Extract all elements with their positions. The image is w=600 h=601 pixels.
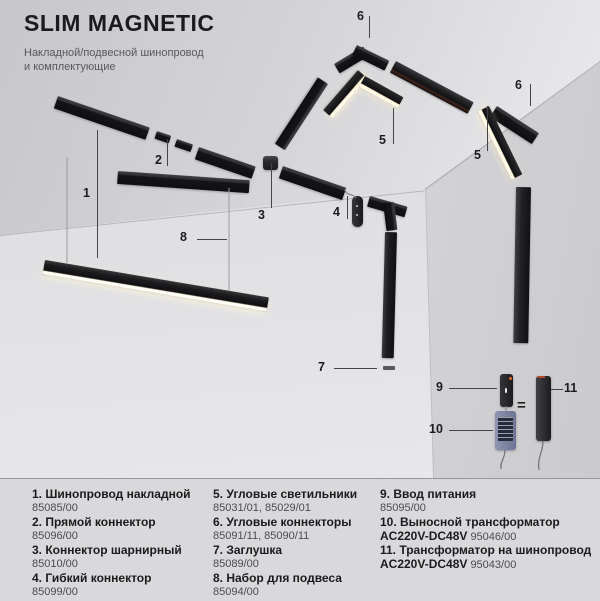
equals-sign: = <box>517 397 526 414</box>
callout-line-9 <box>449 388 497 389</box>
legend-item-code: 85096/00 <box>32 530 78 542</box>
callout-line-11 <box>551 389 563 390</box>
legend-item-name: 10. Выносной трансформатор <box>380 515 560 529</box>
legend-item-name: 2. Прямой коннектор <box>32 515 156 529</box>
legend-item-voltage: AC220V-DC48V <box>380 557 468 571</box>
callout-line-6b <box>530 84 531 106</box>
legend-column-1 <box>32 488 191 600</box>
legend-item-name: 11. Трансформатор на шинопровод <box>380 543 592 557</box>
legend-item-code-value: 95046/00 <box>470 531 517 543</box>
callout-line-1 <box>97 130 98 258</box>
legend-item-code: 85099/00 <box>32 586 78 598</box>
legend-item-9 <box>380 488 591 516</box>
legend <box>0 478 600 601</box>
callout-line-8 <box>197 239 227 240</box>
legend-item-code-value: 95043/00 <box>470 559 517 571</box>
legend-item-name: 5. Угловые светильники <box>213 487 358 501</box>
callout-line-4 <box>347 196 348 219</box>
legend-item-code: 85031/01, 85029/01 <box>213 502 311 514</box>
legend-item-name: 3. Коннектор шарнирный <box>32 543 182 557</box>
page-subtitle <box>24 46 215 74</box>
legend-item-name: 9. Ввод питания <box>380 487 477 501</box>
legend-item-8 <box>213 572 357 600</box>
legend-item-5 <box>213 488 357 516</box>
callout-6a: 6 <box>357 9 364 23</box>
legend-item-7 <box>213 544 357 572</box>
legend-item-code <box>380 558 591 572</box>
callout-line-3 <box>271 163 272 208</box>
subtitle-line-2: и комплектующие <box>24 61 116 73</box>
callout-7: 7 <box>318 360 325 374</box>
callout-line-5a <box>393 108 394 144</box>
callout-3: 3 <box>258 208 265 222</box>
legend-item-code: 85089/00 <box>213 558 259 570</box>
callout-line-10 <box>449 430 493 431</box>
legend-item-1 <box>32 488 191 516</box>
callout-5a: 5 <box>379 133 386 147</box>
legend-column-2 <box>213 488 357 600</box>
callout-line-5b <box>487 106 488 151</box>
callout-8: 8 <box>180 230 187 244</box>
legend-item-name: 4. Гибкий коннектор <box>32 571 152 585</box>
legend-item-code: 85095/00 <box>380 502 426 514</box>
legend-item-voltage: AC220V-DC48V <box>380 529 468 543</box>
legend-item-name: 7. Заглушка <box>213 543 283 557</box>
callout-line-2 <box>167 139 168 166</box>
callout-5b: 5 <box>474 148 481 162</box>
callout-1: 1 <box>83 186 90 200</box>
legend-item-code: 85094/00 <box>213 586 259 598</box>
callout-line-6a <box>369 16 370 38</box>
legend-item-3 <box>32 544 191 572</box>
legend-item-code: 85091/11, 85090/11 <box>213 530 310 542</box>
legend-item-code: 85085/00 <box>32 502 78 514</box>
subtitle-line-1: Накладной/подвесной шинопровод <box>24 47 204 59</box>
legend-item-4 <box>32 572 191 600</box>
callout-9: 9 <box>436 380 443 394</box>
legend-item-name: 8. Набор для подвеса <box>213 571 342 585</box>
callout-line-7 <box>334 368 377 369</box>
header <box>24 10 215 74</box>
legend-item-name: 6. Угловые коннекторы <box>213 515 352 529</box>
legend-item-11 <box>380 544 591 572</box>
callout-2: 2 <box>155 153 162 167</box>
page-title: SLIM MAGNETIC <box>24 10 215 36</box>
legend-item-code: 85010/00 <box>32 558 78 570</box>
legend-column-3 <box>380 488 591 572</box>
legend-item-10 <box>380 516 591 544</box>
legend-item-code <box>380 530 591 544</box>
legend-item-6 <box>213 516 357 544</box>
legend-item-2 <box>32 516 191 544</box>
legend-item-name: 1. Шинопровод накладной <box>32 487 191 501</box>
callout-10: 10 <box>429 422 443 436</box>
callout-6b: 6 <box>515 78 522 92</box>
callout-11: 11 <box>564 381 578 395</box>
callout-4: 4 <box>333 205 340 219</box>
